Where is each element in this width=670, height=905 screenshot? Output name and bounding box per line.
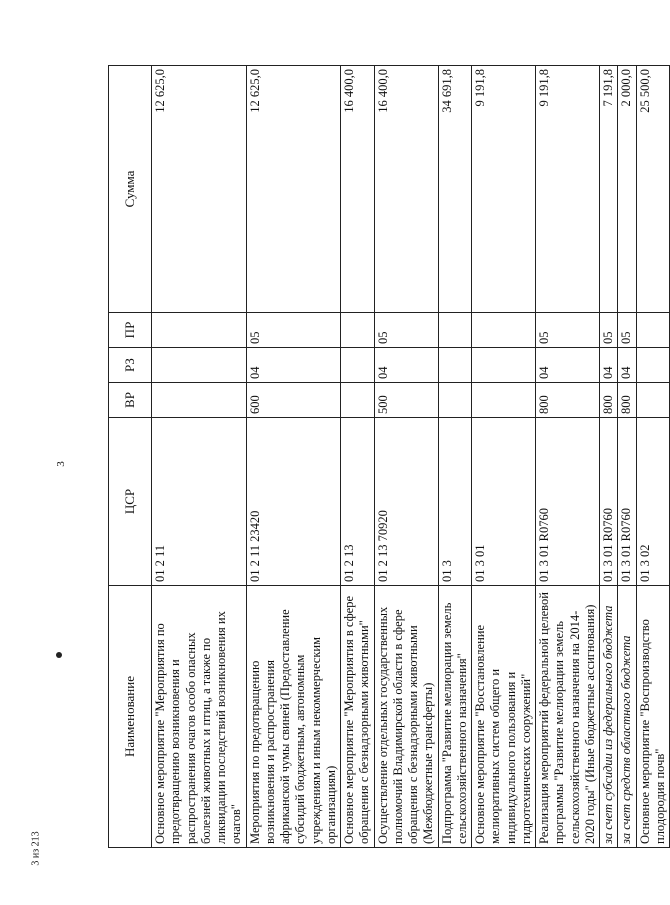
header-name: Наименование bbox=[109, 586, 152, 848]
cell-vr: 800 bbox=[618, 383, 636, 418]
cell-pr bbox=[636, 313, 670, 348]
cell-sum: 2 000,0 bbox=[618, 66, 636, 313]
cell-rz: 04 bbox=[374, 348, 438, 383]
cell-rz: 04 bbox=[246, 348, 341, 383]
table-row bbox=[618, 66, 636, 848]
cell-name: Подпрограмма "Развитие мелиорации земель сельскохозяйственного назначения" bbox=[438, 586, 472, 848]
cell-name: Основное мероприятие "Восстановление мелиоративных систем общего и индивидуального пользования и гидротехнических сооружений" bbox=[472, 586, 536, 848]
cell-sum: 9 191,8 bbox=[472, 66, 536, 313]
cell-csr: 01 3 01 R0760 bbox=[618, 418, 636, 586]
cell-csr: 01 2 13 70920 bbox=[374, 418, 438, 586]
cell-pr: 05 bbox=[536, 313, 600, 348]
table-row bbox=[374, 66, 438, 848]
cell-csr: 01 3 01 R0760 bbox=[600, 418, 618, 586]
cell-sum: 7 191,8 bbox=[600, 66, 618, 313]
cell-csr: 01 2 11 23420 bbox=[246, 418, 341, 586]
header-pr: ПР bbox=[109, 313, 152, 348]
budget-table-container bbox=[108, 66, 667, 848]
cell-csr: 01 2 11 bbox=[152, 418, 247, 586]
cell-rz: 04 bbox=[618, 348, 636, 383]
cell-name: Основное мероприятие "Мероприятия в сфере обращения с безнадзорными животными" bbox=[341, 586, 375, 848]
cell-vr: 800 bbox=[600, 383, 618, 418]
header-sum: Сумма bbox=[109, 66, 152, 313]
cell-rz bbox=[438, 348, 472, 383]
cell-rz bbox=[636, 348, 670, 383]
cell-name: Основное мероприятие "Воспроизводство плодородия почв" bbox=[636, 586, 670, 848]
cell-sum: 9 191,8 bbox=[536, 66, 600, 313]
cell-vr bbox=[438, 383, 472, 418]
cell-name: за счет средств областного бюджета bbox=[618, 586, 636, 848]
budget-table bbox=[108, 65, 670, 848]
cell-csr: 01 3 01 R0760 bbox=[536, 418, 600, 586]
cell-name: Основное мероприятие "Мероприятия по предотвращению возникновения и распространения очагов особо опасных болезней животных и птиц, а также по ликвидации последствий возникновения их очагов" bbox=[152, 586, 247, 848]
cell-vr: 800 bbox=[536, 383, 600, 418]
cell-rz bbox=[472, 348, 536, 383]
table-row bbox=[152, 66, 247, 848]
cell-sum: 12 625,0 bbox=[246, 66, 341, 313]
table-row bbox=[341, 66, 375, 848]
cell-pr: 05 bbox=[618, 313, 636, 348]
table-header-row bbox=[109, 66, 152, 848]
table-row bbox=[246, 66, 341, 848]
scan-dot-mark bbox=[56, 652, 62, 658]
cell-pr: 05 bbox=[374, 313, 438, 348]
cell-sum: 25 500,0 bbox=[636, 66, 670, 313]
cell-sum: 16 400,0 bbox=[341, 66, 375, 313]
cell-name: Мероприятия по предотвращению возникновения и распространения африканской чумы свиней (Предоставление субсидий бюджетным, автономным учреждениям и иным некоммерческим организациям) bbox=[246, 586, 341, 848]
cell-pr bbox=[341, 313, 375, 348]
header-csr: ЦСР bbox=[109, 418, 152, 586]
cell-pr: 05 bbox=[246, 313, 341, 348]
cell-csr: 01 3 01 bbox=[472, 418, 536, 586]
cell-name: Осуществление отдельных государственных полномочий Владимирской области в сфере обращения с безнадзорными животными (Межбюджетные трансферты) bbox=[374, 586, 438, 848]
cell-name: за счет субсидии из федерального бюджета bbox=[600, 586, 618, 848]
cell-sum: 34 691,8 bbox=[438, 66, 472, 313]
cell-pr bbox=[472, 313, 536, 348]
cell-pr bbox=[152, 313, 247, 348]
cell-rz: 04 bbox=[600, 348, 618, 383]
page-number-top: 3 bbox=[54, 461, 67, 467]
cell-vr: 500 bbox=[374, 383, 438, 418]
cell-rz bbox=[152, 348, 247, 383]
cell-vr bbox=[152, 383, 247, 418]
cell-csr: 01 3 02 bbox=[636, 418, 670, 586]
table-row bbox=[472, 66, 536, 848]
cell-sum: 12 625,0 bbox=[152, 66, 247, 313]
cell-vr bbox=[636, 383, 670, 418]
table-row bbox=[636, 66, 670, 848]
table-row bbox=[600, 66, 618, 848]
page-footer-counter: 3 из 213 bbox=[30, 831, 42, 866]
cell-pr bbox=[438, 313, 472, 348]
cell-csr: 01 2 13 bbox=[341, 418, 375, 586]
cell-rz bbox=[341, 348, 375, 383]
cell-vr bbox=[472, 383, 536, 418]
cell-pr: 05 bbox=[600, 313, 618, 348]
cell-sum: 16 400,0 bbox=[374, 66, 438, 313]
table-row bbox=[438, 66, 472, 848]
cell-rz: 04 bbox=[536, 348, 600, 383]
cell-name: Реализация мероприятий федеральной целевой программы "Развитие мелиорации земель сельскохозяйственного назначения на 2014-2020 годы" (Иные бюджетные ассигнования) bbox=[536, 586, 600, 848]
table-row bbox=[536, 66, 600, 848]
cell-vr bbox=[341, 383, 375, 418]
cell-vr: 600 bbox=[246, 383, 341, 418]
cell-csr: 01 3 bbox=[438, 418, 472, 586]
header-vr: ВР bbox=[109, 383, 152, 418]
header-rz: РЗ bbox=[109, 348, 152, 383]
